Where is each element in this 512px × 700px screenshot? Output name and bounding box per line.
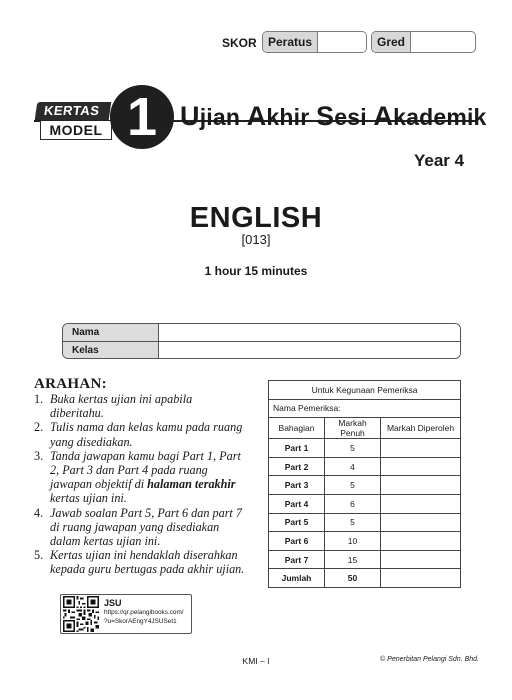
table-row [269,550,461,569]
full-mark-cell: 5 [325,513,381,532]
year-label: Year 4 [414,151,465,170]
obtained-mark-cell[interactable] [381,532,461,551]
peratus-score-field[interactable] [262,31,367,53]
part-cell: Part 3 [269,476,325,495]
table-row [269,494,461,513]
examiner-table [268,380,461,588]
part-cell: Part 4 [269,494,325,513]
name-row [63,324,460,341]
name-label: Nama [63,324,159,341]
part-cell: Part 7 [269,550,325,569]
table-row [269,457,461,476]
kertas-tag: KERTAS [35,102,112,120]
full-mark-cell: 5 [325,476,381,495]
instructions-title: ARAHAN: [34,376,107,392]
obtained-mark-cell[interactable] [381,476,461,495]
total-label-cell: Jumlah [269,569,325,588]
table-row [269,532,461,551]
header-markah-diperoleh: Markah Diperoleh [381,418,461,439]
obtained-mark-cell[interactable] [381,457,461,476]
gred-label: Gred [372,32,411,52]
full-mark-cell: 4 [325,457,381,476]
obtained-mark-cell[interactable] [381,494,461,513]
model-tag: MODEL [40,121,112,140]
part-cell: Part 1 [269,439,325,458]
obtained-mark-cell[interactable] [381,513,461,532]
table-row-total [269,569,461,588]
table-row [269,513,461,532]
instruction-item: 4. Jawab soalan Part 5, Part 6 dan part 7 di ruang jawapan yang disediakan dalam kertas ujian ini. [34,505,242,549]
examiner-table-title: Untuk Kegunaan Pemeriksa [269,381,461,400]
full-mark-cell: 15 [325,550,381,569]
instructions-list [34,392,249,577]
subject-code: [013] [241,232,271,247]
name-field[interactable] [159,324,460,341]
exam-duration: 1 hour 15 minutes [204,264,308,278]
table-row [269,476,461,495]
full-mark-cell: 5 [325,439,381,458]
examiner-name-field[interactable]: Nama Pemeriksa: [269,399,461,418]
instruction-item: 5. Kertas ujian ini hendaklah diserahkan kepada guru bertugas pada akhir ujian. [34,548,245,577]
page-number: KMI – I [242,656,270,666]
copyright-notice: © Penerbitan Pelangi Sdn. Bhd. [380,656,479,663]
instruction-item: 3. Tanda jawapan kamu bagi Part 1, Part 2, Part 3 dan Part 4 pada ruang jawapan objektif di halaman terakhir kertas ujian ini. [34,448,241,506]
qr-code-icon[interactable] [63,596,99,632]
instruction-item: 2. Tulis nama dan kelas kamu pada ruang yang disediakan. [34,420,243,449]
class-label: Kelas [63,342,159,358]
total-obtained-cell[interactable] [381,569,461,588]
instruction-item: 1. Buka kertas ujian ini apabila diberitahu. [34,392,193,421]
obtained-mark-cell[interactable] [381,550,461,569]
header-markah-penuh: Markah Penuh [325,418,381,439]
part-cell: Part 5 [269,513,325,532]
exam-title: Ujian Akhir Sesi Akademik [180,101,487,131]
gred-input-box[interactable] [411,32,472,52]
class-row [63,341,460,358]
jsu-url[interactable]: https://qr.pelangibooks.com/ ?u=SkorAEngY4JSUSet1 [104,609,184,625]
peratus-label: Peratus [263,32,318,52]
student-info-box [62,323,461,359]
full-mark-cell: 10 [325,532,381,551]
paper-number-badge: 1 [110,85,174,149]
part-cell: Part 2 [269,457,325,476]
peratus-input-box[interactable] [318,32,366,52]
full-mark-cell: 6 [325,494,381,513]
subject-title: ENGLISH [189,202,323,234]
jsu-title: JSU [104,598,122,608]
part-cell: Part 6 [269,532,325,551]
skor-label: SKOR [222,36,257,50]
total-full-mark-cell: 50 [325,569,381,588]
table-row [269,439,461,458]
gred-score-field[interactable] [371,31,476,53]
class-field[interactable] [159,342,460,358]
header-bahagian: Bahagian [269,418,325,439]
obtained-mark-cell[interactable] [381,439,461,458]
